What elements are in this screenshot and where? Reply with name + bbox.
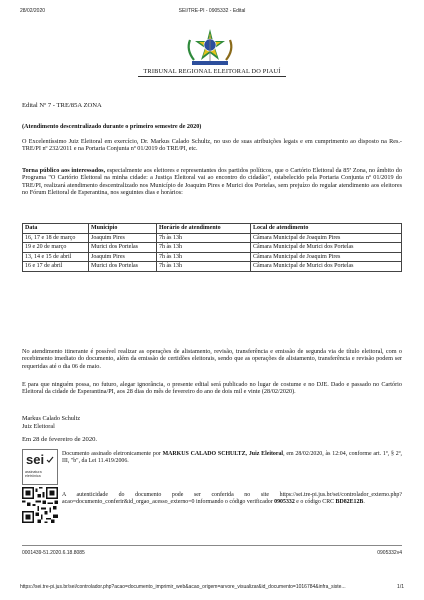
checkmark-icon — [46, 456, 54, 464]
signer-name: Markus Calado Schultz — [22, 415, 81, 422]
schedule-table — [22, 223, 402, 272]
table-row — [23, 252, 402, 262]
announcement-lead: Torna público aos interessados, — [22, 167, 106, 174]
cell-date: 16, 17 e 18 de março — [23, 233, 89, 243]
table-row — [23, 243, 402, 253]
table-row — [23, 233, 402, 243]
announcement-paragraph — [22, 167, 402, 197]
signature-text: Documento assinado eletronicamente por MARKUS CALADO SCHULTZ, Juiz Eleitoral, em 28/02/2020, às 12:04, conforme art. 1º, § 2º, III, "b", da Lei 11.419/2006. — [62, 451, 403, 464]
cell-municipality: Joaquim Pires — [89, 233, 157, 243]
announcement-body: especialmente aos eleitores e representantes dos partidos políticos, que o Cartório Eleitoral da 85ª Zona, no âmbito do Programa "O Cartório Eleitoral na minha cidade: a Justiça Eleitoral vai ao encontro do cidadão", estabelecido pela Portaria Conjunta nº 01/2019 do TRE/PI, realizará atendimento descentralizado nos Município de Joaquim Pires e Murici dos Portelas, sem prejuízo do regular atendimento aos eleitores no Fórum Eleitoral de Esperantina, nos seguintes dias e horários: — [22, 167, 402, 197]
header-hours: Horário de atendimento — [157, 224, 251, 234]
edital-subtitle: (Atendimento descentralizado durante o primeiro semestre de 2020) — [22, 123, 202, 130]
header-location: Local de atendimento — [251, 224, 402, 234]
operations-paragraph: No atendimento itinerante é possível realizar as operações de alistamento, revisão, transferência e emissão de segunda via de título eleitoral, com o recebimento imediato do documento, além da emissão de certidões eleitorais, sendo que as operações de alistamento, transferência e revisão podem ser requeridas até o dia 06 de maio. — [22, 348, 402, 370]
brazil-coat-of-arms-icon — [178, 28, 242, 68]
sei-signature-logo — [22, 449, 58, 485]
cell-location: Câmara Municipal de Murici dos Portelas — [251, 243, 402, 253]
cell-location: Câmara Municipal de Joaquim Pires — [251, 252, 402, 262]
document-version: 0905332v4 — [377, 550, 402, 556]
cell-hours: 7h às 13h — [157, 233, 251, 243]
date-line: Em 28 de fevereiro de 2020. — [22, 436, 98, 443]
verification-text: A autenticidade do documento pode ser conferida no site https://sei.tre-pi.jus.br/sei/controlador_externo.php?acao=documento_conferir&id_orgao_acesso_externo=0 informando o código verificador 0905332 e o código CRC BD82E12B. — [62, 492, 402, 505]
table-row — [23, 262, 402, 272]
cell-date: 19 e 20 de março — [23, 243, 89, 253]
footer-divider — [22, 545, 402, 546]
edital-title: Edital Nº 7 - TRE/85A ZONA — [22, 102, 102, 109]
signer-role: Juiz Eleitoral — [22, 423, 55, 430]
cell-municipality: Murici dos Portelas — [89, 243, 157, 253]
cell-date: 13, 14 e 15 de abril — [23, 252, 89, 262]
header-municipality: Município — [89, 224, 157, 234]
letterhead-divider — [138, 76, 286, 77]
qr-code-icon — [22, 487, 58, 523]
cell-municipality: Joaquim Pires — [89, 252, 157, 262]
print-url: https://sei.tre-pi.jus.br/sei/controlador.php?acao=documento_imprimir_web&acao_origem=arvore_visualizar&id_documento=1016784&infra_siste... — [20, 584, 346, 590]
table-header-row — [23, 224, 402, 234]
crc-code: BD82E12B — [335, 499, 364, 505]
header-date: Data — [23, 224, 89, 234]
cell-date: 16 e 17 de abril — [23, 262, 89, 272]
signature-signer: MARKUS CALADO SCHULTZ, Juiz Eleitoral — [162, 451, 284, 457]
cell-location: Câmara Municipal de Joaquim Pires — [251, 233, 402, 243]
verifier-code: 0905332 — [274, 499, 295, 505]
sei-logo-caption: assinatura eletrônica — [25, 470, 42, 479]
print-date: 28/02/2020 — [20, 8, 46, 14]
institution-name: TRIBUNAL REGIONAL ELEITORAL DO PIAUÍ — [143, 68, 281, 75]
cell-location: Câmara Municipal de Murici dos Portelas — [251, 262, 402, 272]
publication-paragraph: E para que ninguém possa, no futuro, alegar ignorância, o presente edital será publicado no lugar de costume e no DJE. Dado e passado no Cartório Eleitoral da cidade de Esperantina/PI, aos 28 dias do mês de fevereiro do ano de dois mil e vinte (28/02/2020). — [22, 381, 402, 396]
intro-paragraph: O Excelentíssimo Juiz Eleitoral em exercício, Dr. Markus Calado Schultz, no uso de suas atribuições legais e em cumprimento ao disposto na Res.-TRE/PI nº 232/2011 e na Portaria Conjunta nº 01/2019 do TRE/PI, etc. — [22, 138, 402, 153]
cell-municipality: Murici dos Portelas — [89, 262, 157, 272]
sei-logo-word: sei — [26, 452, 45, 467]
print-title: SEI/TRE-PI - 0905332 - Edital — [178, 8, 246, 14]
cell-hours: 7h às 13h — [157, 243, 251, 253]
cell-hours: 7h às 13h — [157, 252, 251, 262]
cell-hours: 7h às 13h — [157, 262, 251, 272]
page-number: 1/1 — [397, 584, 404, 590]
process-number: 0001439-51.2020.6.18.8085 — [22, 550, 85, 556]
